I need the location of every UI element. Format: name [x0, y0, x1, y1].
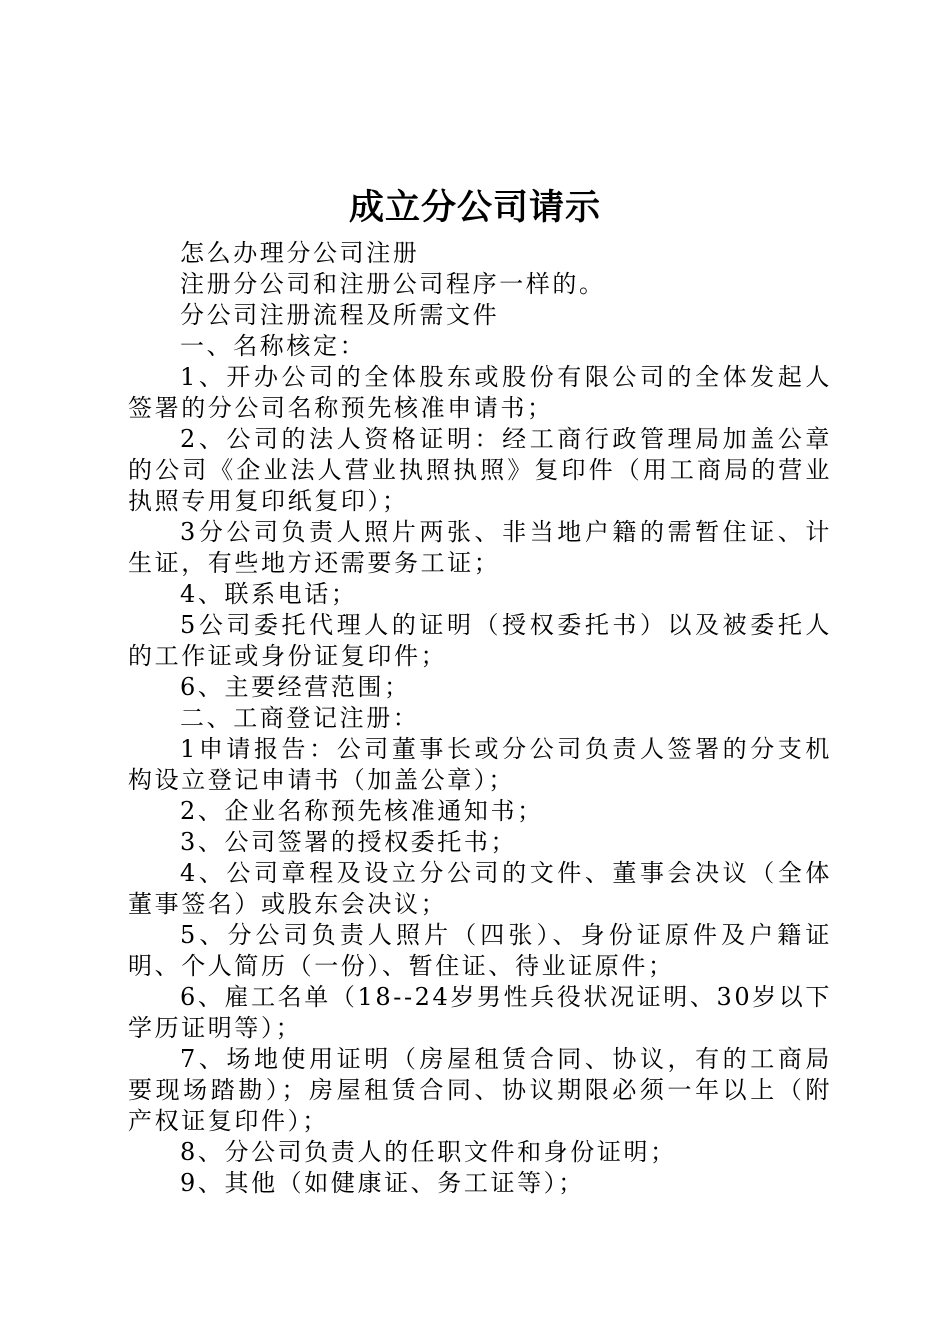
paragraph: 6、雇工名单（18--24岁男性兵役状况证明、30岁以下学历证明等）； [128, 983, 832, 1042]
paragraph: 二、工商登记注册： [180, 704, 420, 732]
paragraph: 怎么办理分公司注册 [180, 239, 420, 267]
paragraph: 注册分公司和注册公司程序一样的。 [180, 270, 606, 298]
paragraph: 8、分公司负责人的任职文件和身份证明； [180, 1138, 677, 1166]
paragraph: 5公司委托代理人的证明（授权委托书）以及被委托人的工作证或身份证复印件； [128, 611, 832, 670]
paragraph: 2、公司的法人资格证明：经工商行政管理局加盖公章的公司《企业法人营业执照执照》复印件（用工商局的营业执照专用复印纸复印）； [128, 425, 832, 515]
paragraph: 6、主要经营范围； [180, 673, 411, 701]
paragraph: 1、开办公司的全体股东或股份有限公司的全体发起人签署的分公司名称预先核准申请书； [128, 363, 832, 422]
paragraph: 9、其他（如健康证、务工证等）； [180, 1169, 585, 1197]
paragraph: 5、分公司负责人照片（四张）、身份证原件及户籍证明、个人简历（一份）、暂住证、待业证原件； [128, 921, 832, 980]
paragraph: 1申请报告：公司董事长或分公司负责人签署的分支机构设立登记申请书（加盖公章）； [128, 735, 832, 794]
paragraph: 4、联系电话； [180, 580, 358, 608]
paragraph: 一、名称核定： [180, 332, 367, 360]
document-title: 成立分公司请示 [348, 188, 601, 228]
paragraph: 4、公司章程及设立分公司的文件、董事会决议（全体董事签名）或股东会决议； [128, 859, 832, 918]
document-body [128, 238, 832, 1199]
paragraph: 7、场地使用证明（房屋租赁合同、协议，有的工商局要现场踏勘）；房屋租赁合同、协议期限必须一年以上（附产权证复印件）； [128, 1045, 832, 1135]
paragraph: 分公司注册流程及所需文件 [180, 301, 500, 329]
paragraph: 2、企业名称预先核准通知书； [180, 797, 544, 825]
paragraph: 3、公司签署的授权委托书； [180, 828, 518, 856]
paragraph: 3分公司负责人照片两张、非当地户籍的需暂住证、计生证，有些地方还需要务工证； [128, 518, 832, 577]
